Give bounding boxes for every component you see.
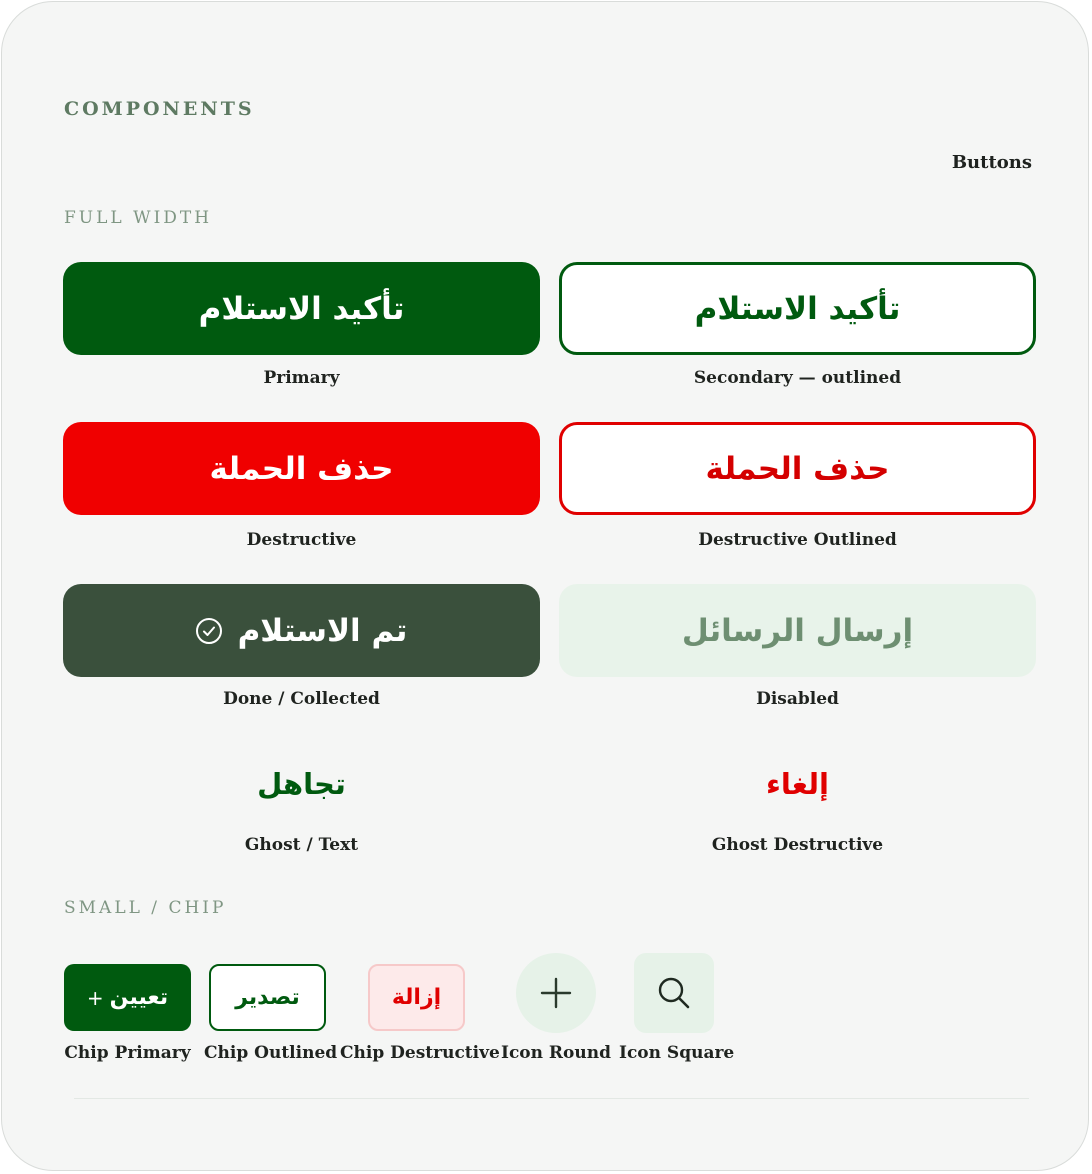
secondary-button-label: تأكيد الاستلام	[694, 290, 901, 327]
destructive-caption: Destructive	[246, 530, 357, 550]
components-card	[1, 1, 1089, 1171]
chip-outlined-button[interactable]	[209, 964, 326, 1031]
ghost-destructive-caption: Ghost Destructive	[711, 835, 884, 855]
chip-outlined-caption: Chip Outlined	[204, 1043, 338, 1063]
destructive-button[interactable]	[63, 422, 540, 515]
group-label-small-chip: SMALL / CHIP	[64, 898, 227, 918]
ghost-button-label: تجاهل	[257, 767, 346, 801]
done-caption: Done / Collected	[223, 689, 380, 709]
chip-outlined-label: تصدير	[235, 985, 300, 1010]
check-circle-icon	[196, 618, 222, 644]
chip-destructive-label: إزالة	[391, 985, 442, 1010]
plus-icon: +	[86, 985, 104, 1010]
search-icon	[656, 975, 692, 1011]
group-label-full-width: FULL WIDTH	[64, 208, 213, 228]
disabled-button-label: إرسال الرسائل	[681, 612, 914, 649]
section-title: Buttons	[951, 152, 1032, 173]
icon-square-button[interactable]	[634, 953, 714, 1033]
done-button[interactable]	[63, 584, 540, 677]
destructive-outlined-button[interactable]	[559, 422, 1036, 515]
chip-primary-caption: Chip Primary	[64, 1043, 191, 1063]
disabled-caption: Disabled	[756, 689, 839, 709]
chip-destructive-button[interactable]	[368, 964, 465, 1031]
eyebrow-label: COMPONENTS	[64, 98, 255, 120]
icon-round-button[interactable]	[516, 953, 596, 1033]
icon-square-caption: Icon Square	[619, 1043, 735, 1063]
ghost-button[interactable]	[63, 754, 540, 814]
chip-primary-label: تعيين	[109, 985, 169, 1010]
primary-caption: Primary	[263, 368, 340, 388]
destructive-outlined-button-label: حذف الحملة	[705, 450, 890, 487]
plus-icon	[539, 976, 573, 1010]
chip-destructive-caption: Chip Destructive	[340, 1043, 500, 1063]
primary-button[interactable]	[63, 262, 540, 355]
secondary-caption: Secondary — outlined	[693, 368, 902, 388]
ghost-destructive-button[interactable]	[559, 754, 1036, 814]
ghost-caption: Ghost / Text	[244, 835, 359, 855]
destructive-outlined-caption: Destructive Outlined	[698, 530, 897, 550]
secondary-button[interactable]	[559, 262, 1036, 355]
ghost-destructive-button-label: إلغاء	[766, 767, 829, 801]
destructive-button-label: حذف الحملة	[209, 450, 394, 487]
icon-round-caption: Icon Round	[501, 1043, 611, 1063]
done-button-label: تم الاستلام	[237, 612, 408, 649]
chip-primary-button[interactable]	[64, 964, 191, 1031]
disabled-button[interactable]	[559, 584, 1036, 677]
divider	[74, 1098, 1029, 1099]
primary-button-label: تأكيد الاستلام	[198, 290, 405, 327]
